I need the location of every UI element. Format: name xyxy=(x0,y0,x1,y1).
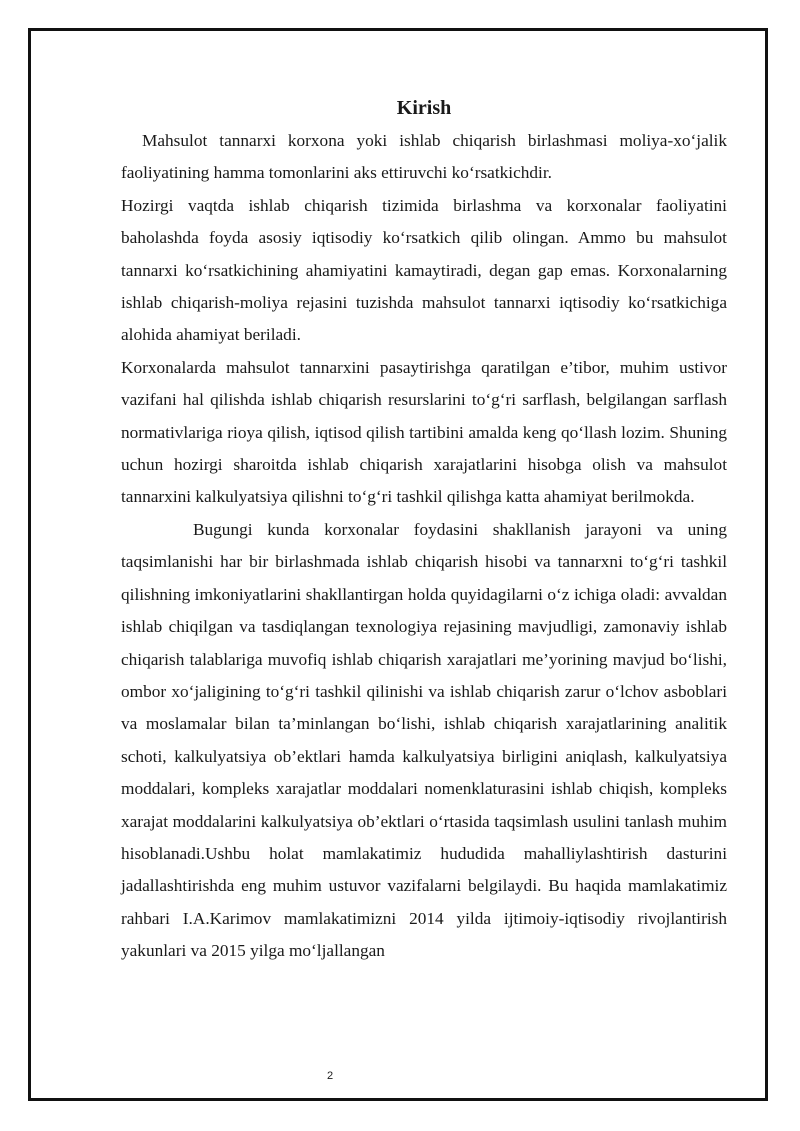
paragraph-evaluation: Hozirgi vaqtda ishlab chiqarish tizimida birlashma va korxonalar faoliyatini baholashda foyda asosiy iqtisodiy ko‘rsatkich qilib olingan. Ammo bu mahsulot tannarxi ko‘rsatkichining ahamiyatini kamaytiradi, degan gap emas. Korxonalarning ishlab chiqarish-moliya rejasini tuzishda mahsulot tannarxi iqtisodiy ko‘rsatkichiga alohida ahamiyat beriladi. xyxy=(121,195,727,345)
paragraph-cost-reduction: Korxonalarda mahsulot tannarxini pasaytirishga qaratilgan e’tibor, muhim ustivor vazifani hal qilishda ishlab chiqarish resurslarini to‘g‘ri sarflash, belgilangan sarflash normativlariga rioya qilish, iqtisod qilish tartibini amalda keng qo‘llash lozim. Shuning uchun hozirgi sharoitda ishlab chiqarish xarajatlarini hisobga olish va mahsulot tannarxini kalkulyatsiya qilishni to‘g‘ri tashkil qilishga katta ahamiyat berilmokda. xyxy=(121,357,727,507)
document-body xyxy=(121,93,727,968)
page-number: 2 xyxy=(326,1070,334,1082)
paragraph-intro: Mahsulot tannarxi korxona yoki ishlab chiqarish birlashmasi moliya-xo‘jalik faoliyatining hamma tomonlarini aks ettiruvchi ko‘rsatkichdir. xyxy=(121,131,727,183)
page-title: Kirish xyxy=(396,97,452,119)
paragraph-profit-formation: Bugungi kunda korxonalar foydasini shakllanish jarayoni va uning taqsimlanishi har bir birlashmada ishlab chiqarish hisobi va tannarxni to‘g‘ri tashkil qilishning imkoniyatlarini shakllantirgan holda quyidagilarni o‘z ichiga oladi: avvaldan ishlab chiqilgan va tasdiqlangan texnologiya rejasining mavjudligi, zamonaviy ishlab chiqarish talablariga muvofiq ishlab chiqarish xarajatlari me’yorining mavjud bo‘lishi, ombor xo‘jaligining to‘g‘ri tashkil qilinishi va ishlab chiqarish zarur o‘lchov asboblari va moslamalar bilan ta’minlangan bo‘lishi, ishlab chiqarish xarajatlarining analitik schoti, kalkulyatsiya ob’ektlari hamda kalkulyatsiya birligini aniqlash, kalkulyatsiya moddalari, kompleks xarajatlar moddalari nomenklaturasini ishlab chiqish, kompleks xarajat moddalarini kalkulyatsiya ob’ektlari o‘rtasida taqsimlash usulini tanlash muhim hisoblanadi.Ushbu holat mamlakatimiz hududida mahalliylashtirish dasturini jadallashtirishda eng muhim ustuvor vazifalarni belgilaydi. Bu haqida mamlakatimiz rahbari I.A.Karimov mamlakatimizni 2014 yilda ijtimoiy-iqtisodiy rivojlantirish yakunlari va 2015 yilga mo‘ljallangan xyxy=(121,519,727,961)
